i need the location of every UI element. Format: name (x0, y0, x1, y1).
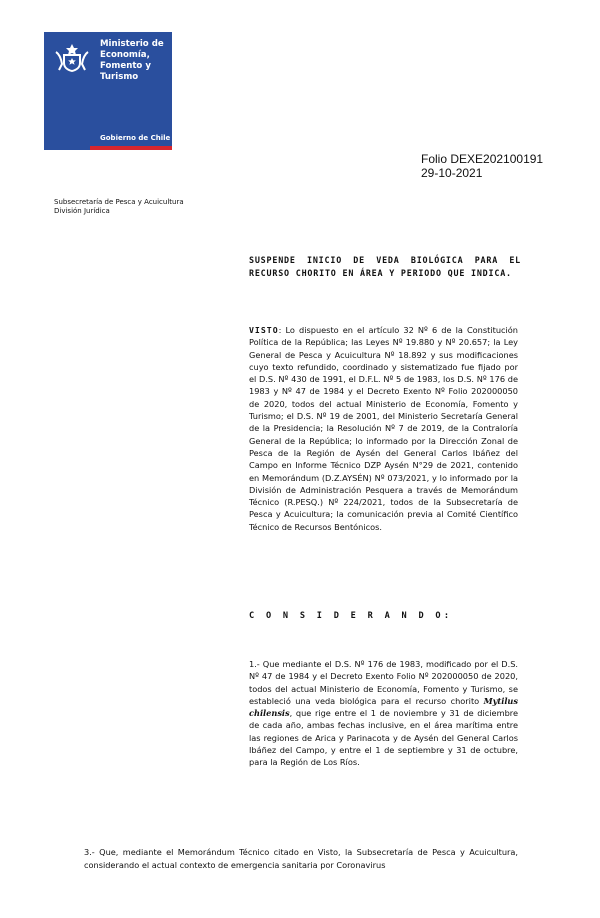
considerando-paragraph-1 (249, 658, 518, 769)
logo-red-stripe (90, 146, 172, 150)
office-division: División Jurídica (54, 207, 110, 215)
ministry-line: Economía, (100, 50, 150, 60)
considerando-heading: C O N S I D E R A N D O: (249, 611, 453, 621)
paragraph-text: , que rige entre el 1 de noviembre y 31 de diciembre de cada año, ambas fechas inclusive, en el área marítima entre las regiones de Arica y Parinacota y de Aysén del General Carlos Ibáñez del Campo, y entre el 1 de septiembre y 31 de octubre, para la Región de Los Ríos. (249, 708, 518, 768)
ministry-line: Turismo (100, 72, 139, 82)
visto-paragraph (249, 324, 518, 533)
office-subsecretaria: Subsecretaría de Pesca y Acuicultura (54, 198, 184, 206)
resolution-title: SUSPENDE INICIO DE VEDA BIOLÓGICA PARA EL RECURSO CHORITO EN ÁREA Y PERIODO QUE INDICA. (249, 255, 521, 278)
ministry-name (100, 39, 170, 83)
species-name: Mytilus chilensis (249, 695, 518, 719)
ministry-line: Ministerio de (100, 39, 164, 49)
visto-label: VISTO (249, 325, 279, 335)
logo-blue-stripe (44, 146, 90, 150)
paragraph-text: 1.- Que mediante el D.S. Nº 176 de 1983, modificado por el D.S. Nº 47 de 1984 y el Decreto Exento Folio Nº 202000050 de 2020, todos del actual Ministerio de Economía, Fomento y Turismo, se estableció una veda biológica para el recurso chorito (249, 659, 518, 706)
government-logo (44, 32, 172, 150)
gobierno-label: Gobierno de Chile (100, 134, 171, 142)
visto-text: : Lo dispuesto en el artículo 32 Nº 6 de la Constitución Política de la República; las Leyes Nº 19.880 y Nº 20.657; la Ley General de Pesca y Acuicultura Nº 18.892 y sus modificaciones cuyo texto refundido, coordinado y sistematizado fue fijado por el D.S. Nº 430 de 1991, el D.F.L. Nº 5 de 1983, los D.S. Nº 176 de 1983 y Nº 47 de 1984 y el Decreto Exento Nº Folio 202000050 de 2020, todos del actual Ministerio de Economía, Fomento y Turismo; el D.S. Nº 19 de 2001, del Ministerio Secretaría General de la Presidencia; la Resolución Nº 7 de 2019, de la Contraloría General de la República; lo informado por la Dirección Zonal de Pesca de la Región de Aysén del General Carlos Ibáñez del Campo en Informe Técnico DZP Aysén N°29 de 2021, contenido en Memorándum (D.Z.AYSÉN) Nº 073/2021, y lo informado por la División de Administración Pesquera a través de Memorándum Técnico (R.PESQ.) Nº 224/2021, todos de la Subsecretaría de Pesca y Acuicultura; la comunicación previa al Comité Científico Técnico de Recursos Bentónicos. (249, 325, 518, 532)
office-block (54, 198, 184, 216)
folio-number: Folio DEXE202100191 (421, 152, 544, 166)
considerando-paragraph-3: 3.- Que, mediante el Memorándum Técnico citado en Visto, la Subsecretaría de Pesca y Acuicultura, considerando el actual contexto de emergencia sanitaria por Coronavirus (84, 847, 518, 870)
folio-date: 29-10-2021 (421, 166, 483, 180)
folio-block (421, 152, 543, 180)
coat-of-arms-icon (52, 38, 92, 78)
ministry-line: Fomento y (100, 61, 151, 71)
